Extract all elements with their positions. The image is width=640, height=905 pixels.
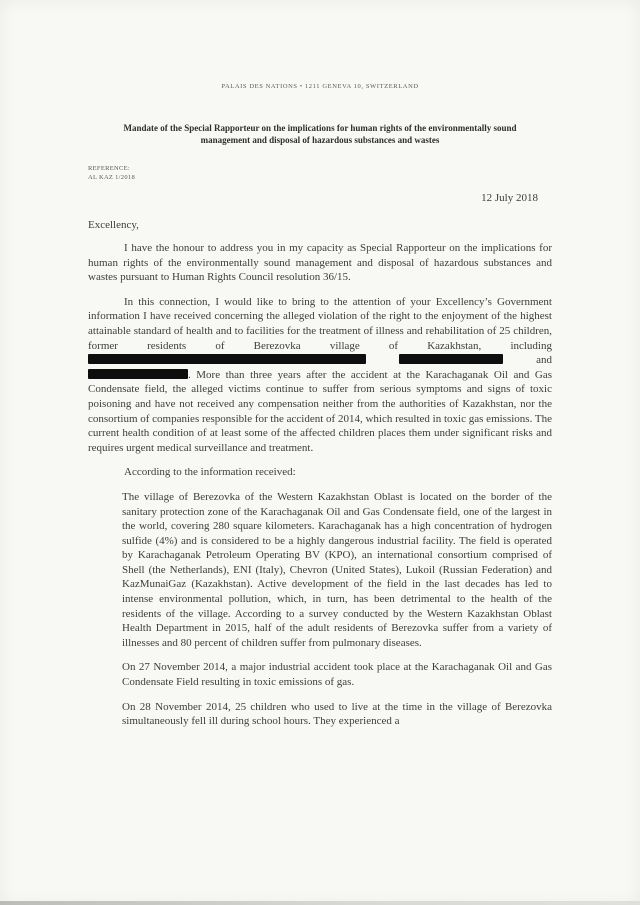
paragraph-text: According to the information received: [124, 466, 296, 479]
paragraph-children-fell-ill [122, 700, 552, 729]
reference-block [88, 165, 135, 182]
paragraph-accident [122, 660, 552, 689]
paragraph-introduction [88, 241, 552, 285]
scan-edge-artifact [0, 901, 640, 905]
paragraph-text: The village of Berezovka of the Western Kazakhstan Oblast is located on the border of the sanitary protection zone of the Karachaganak Oil and Gas Condensate field, one of the largest in the world, covering 280 square kilometers. Karachaganak has a high concentration of hydrogen sulfide (4%) and is considered to be a highly dangerous industrial facility. The field is operated by Karachaganak Petroleum Operating BV (KPO), an international consortium comprised of Shell (the Netherlands), ENI (Italy), Chevron (United States), Lukoil (Russian Federation) and KazMunaiGaz (Kazakhstan). Active development of the field in the last decades has led to intense environmental pollution, which, in turn, has been detrimental to the health of the residents of the village. According to a survey conducted by the Western Kazakhstan Oblast Health Department in 2015, half of the adult residents of Berezovka suffer from a variety of illnesses and 80 percent of children suffer from pulmonary diseases. [122, 490, 552, 649]
letter-body [88, 241, 552, 739]
letterhead: PALAIS DES NATIONS • 1211 GENEVA 10, SWITZERLAND [221, 83, 419, 90]
paragraph-text: and [503, 354, 552, 367]
paragraph-text: . More than three years after the accident at the Karachaganak Oil and Gas Condensate field, the alleged victims continue to suffer from serious symptoms and signs of toxic poisoning and have not received any compensation neither from the authorities of Kazakhstan, nor the consortium of companies responsible for the accident of 2014, which resulted in toxic gas emissions. The current health condition of at least some of the affected children places them under significant risks and requires urgent medical surveillance and treatment. [88, 368, 552, 454]
paragraph-text [366, 354, 399, 366]
paragraph-text: In this connection, I would like to bring to the attention of your Excellency’s Government information I have received concerning the alleged violation of the right to the enjoyment of the highest attainable standard of health and to facilities for the treatment of illness and rehabilitation of 25 children, former residents of Berezovka village of Kazakhstan, including [88, 295, 552, 352]
paragraph-village-background [122, 490, 552, 651]
paragraph-text: On 27 November 2014, a major industrial accident took place at the Karachaganak Oil and Gas Condensate Field resulting in toxic emissions of gas. [122, 661, 552, 689]
redaction-bar [88, 369, 188, 379]
redaction-bar [399, 354, 503, 364]
redaction-bar [88, 354, 366, 364]
mandate-title: Mandate of the Special Rapporteur on the implications for human rights of the environmentally sound management and disposal of hazardous substances and wastes [123, 123, 517, 145]
reference-label: REFERENCE: [88, 165, 131, 172]
salutation: Excellency, [88, 219, 139, 231]
paragraph-according [88, 465, 552, 480]
reference-number: AL KAZ 1/2018 [88, 173, 135, 181]
paragraph-allegation [88, 295, 552, 456]
letter-date: 12 July 2018 [481, 192, 538, 204]
paragraph-text: On 28 November 2014, 25 children who used to live at the time in the village of Berezovka simultaneously fell ill during school hours. They experienced a [122, 700, 552, 728]
paragraph-text: I have the honour to address you in my capacity as Special Rapporteur on the implications for human rights of the environmentally sound management and disposal of hazardous substances and wastes pursuant to Human Rights Council resolution 36/15. [88, 242, 552, 284]
